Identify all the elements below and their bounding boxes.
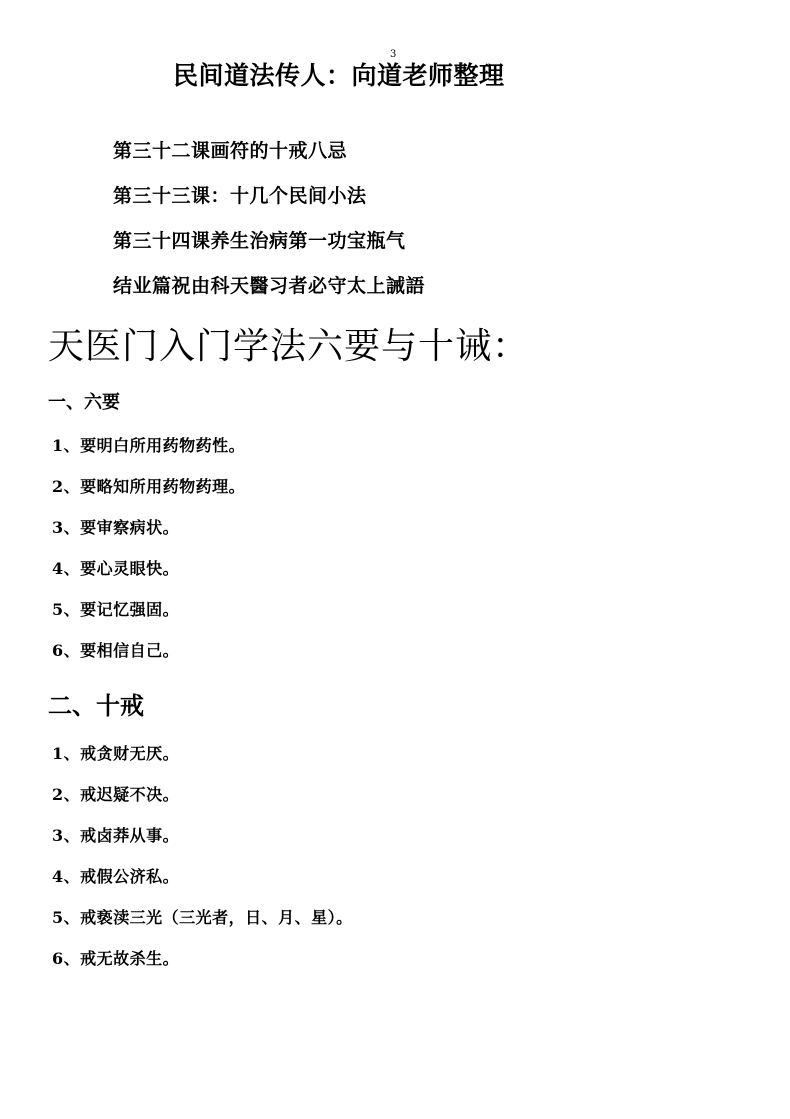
list-item: 1、戒贪财无厌。: [52, 744, 180, 763]
lesson-item: 结业篇祝由科天醫习者必守太上誡語: [113, 275, 426, 297]
list-item: 5、戒亵渎三光（三光者，日、月、星）。: [52, 908, 353, 927]
six-essentials-heading: 一、六要: [48, 392, 120, 413]
ten-precepts-list: [52, 742, 353, 988]
lesson-item: 第三十三课：十几个民间小法: [113, 185, 367, 207]
list-item: 4、要心灵眼快。: [52, 559, 180, 578]
list-item: 3、戒卤莽从事。: [52, 826, 180, 845]
list-item: 6、要相信自己。: [52, 641, 180, 660]
header-title: 民间道法传人：向道老师整理: [173, 61, 505, 90]
page-number: 3: [390, 49, 397, 60]
list-item: 3、要审察病状。: [52, 518, 180, 537]
list-item: 4、戒假公济私。: [52, 867, 180, 886]
list-item: 2、戒迟疑不决。: [52, 785, 180, 804]
list-item: 2、要略知所用药物药理。: [52, 477, 246, 496]
list-item: 6、戒无故杀生。: [52, 949, 180, 968]
ten-precepts-heading: 二、十戒: [48, 692, 144, 720]
main-heading: 天医门入门学法六要与十诫：: [48, 326, 530, 367]
list-item: 1、要明白所用药物药性。: [52, 436, 246, 455]
six-essentials-list: [52, 434, 245, 680]
list-item: 5、要记忆强固。: [52, 600, 180, 619]
lesson-list: [113, 136, 425, 316]
lesson-item: 第三十四课养生治病第一功宝瓶气: [113, 230, 406, 252]
lesson-item: 第三十二课画符的十戒八忌: [113, 140, 348, 162]
